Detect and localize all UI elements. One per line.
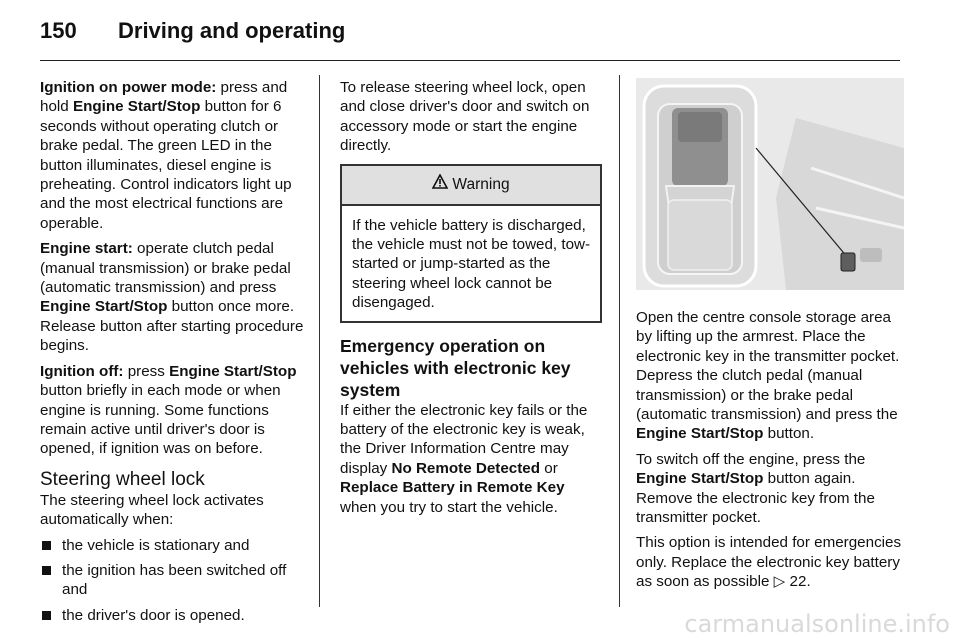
bullet-square-icon [42,611,51,620]
button-name: Engine Start/Stop [72,98,201,116]
subheading-steering-lock: Steering wheel lock [40,468,205,490]
column-divider [619,75,620,607]
column-3 [636,78,902,598]
watermark: carmanualsonline.info [684,610,950,638]
page-reference: 22. [789,573,811,591]
page-reference-arrow-icon: ▷ [773,573,786,591]
bullet-list [40,536,308,626]
warning-box [340,164,602,323]
paragraph: Engine start: operate clutch pedal (manual transmission) or brake pedal (automatic transmission) and press Engine Start/Stop button once more. Release button after starting procedure begins. [40,240,304,355]
paragraph: The steering wheel lock activates automatically when: [40,491,264,529]
paragraph: Ignition on power mode: press and hold Engine Start/Stop button for 6 seconds without operating clutch or brake pedal. The green LED in the button illuminates, diesel engine is preheating. Control indicators light up and the most electrical functions are operable. [40,79,292,232]
page-header [40,18,900,62]
paragraph: Open the centre console storage area by lifting up the armrest. Place the electronic key in the transmitter pocket. Depress the clutch pedal (manual transmission) or the brake pedal (automatic transmission) and press the Engine Start/Stop button. [636,309,900,443]
button-name: Engine Start/Stop [636,425,764,443]
header-rule [40,60,900,61]
paragraph: To switch off the engine, press the Engine Start/Stop button again. Remove the electronic key from the transmitter pocket. [636,450,875,527]
warning-title: Warning [452,175,510,193]
bullet-square-icon [42,566,51,575]
subheading-emergency: Emergency operation on vehicles with electronic key system [340,335,571,400]
display-message: No Remote Detected [391,459,541,477]
page-number: 150 [40,18,77,43]
list-item: the vehicle is stationary and [40,536,308,555]
term-label: Ignition off: [40,362,124,380]
display-message: Replace Battery in Remote Key [340,479,565,497]
list-item: the ignition has been switched off and [40,561,308,600]
column-2 [340,78,602,523]
column-divider [319,75,320,607]
list-item: the driver's door is opened. [40,606,308,625]
warning-triangle-icon [432,174,448,194]
bullet-square-icon [42,541,51,550]
paragraph: Ignition off: press Engine Start/Stop button briefly in each mode or when engine is running. Some functions remain active until driver's door is opened, if ignition was on before. [40,362,297,458]
warning-text: If the vehicle battery is discharged, the vehicle must not be towed, tow-started or jump-started as the steering wheel lock cannot be disengaged. [352,216,591,312]
button-name: Engine Start/Stop [169,362,297,380]
warning-header [342,166,600,206]
button-name: Engine Start/Stop [40,298,168,316]
console-storage-illustration [636,78,904,290]
column-1 [40,78,308,631]
paragraph: To release steering wheel lock, open and close driver's door and switch on accessory mode or start the engine directly. [340,79,590,155]
section-title: Driving and operating [118,18,346,43]
term-label: Engine start: [40,240,133,258]
paragraph: This option is intended for emergencies only. Replace the electronic key battery as soon as possible ▷ 22. [636,534,902,591]
term-label: Ignition on power mode: [40,79,217,96]
paragraph: If either the electronic key fails or the battery of the electronic key is weak, the Driver Information Centre may display No Remote Detected or Replace Battery in Remote Key when you try to start the vehicle. [340,401,588,516]
button-name: Engine Start/Stop [636,470,764,488]
